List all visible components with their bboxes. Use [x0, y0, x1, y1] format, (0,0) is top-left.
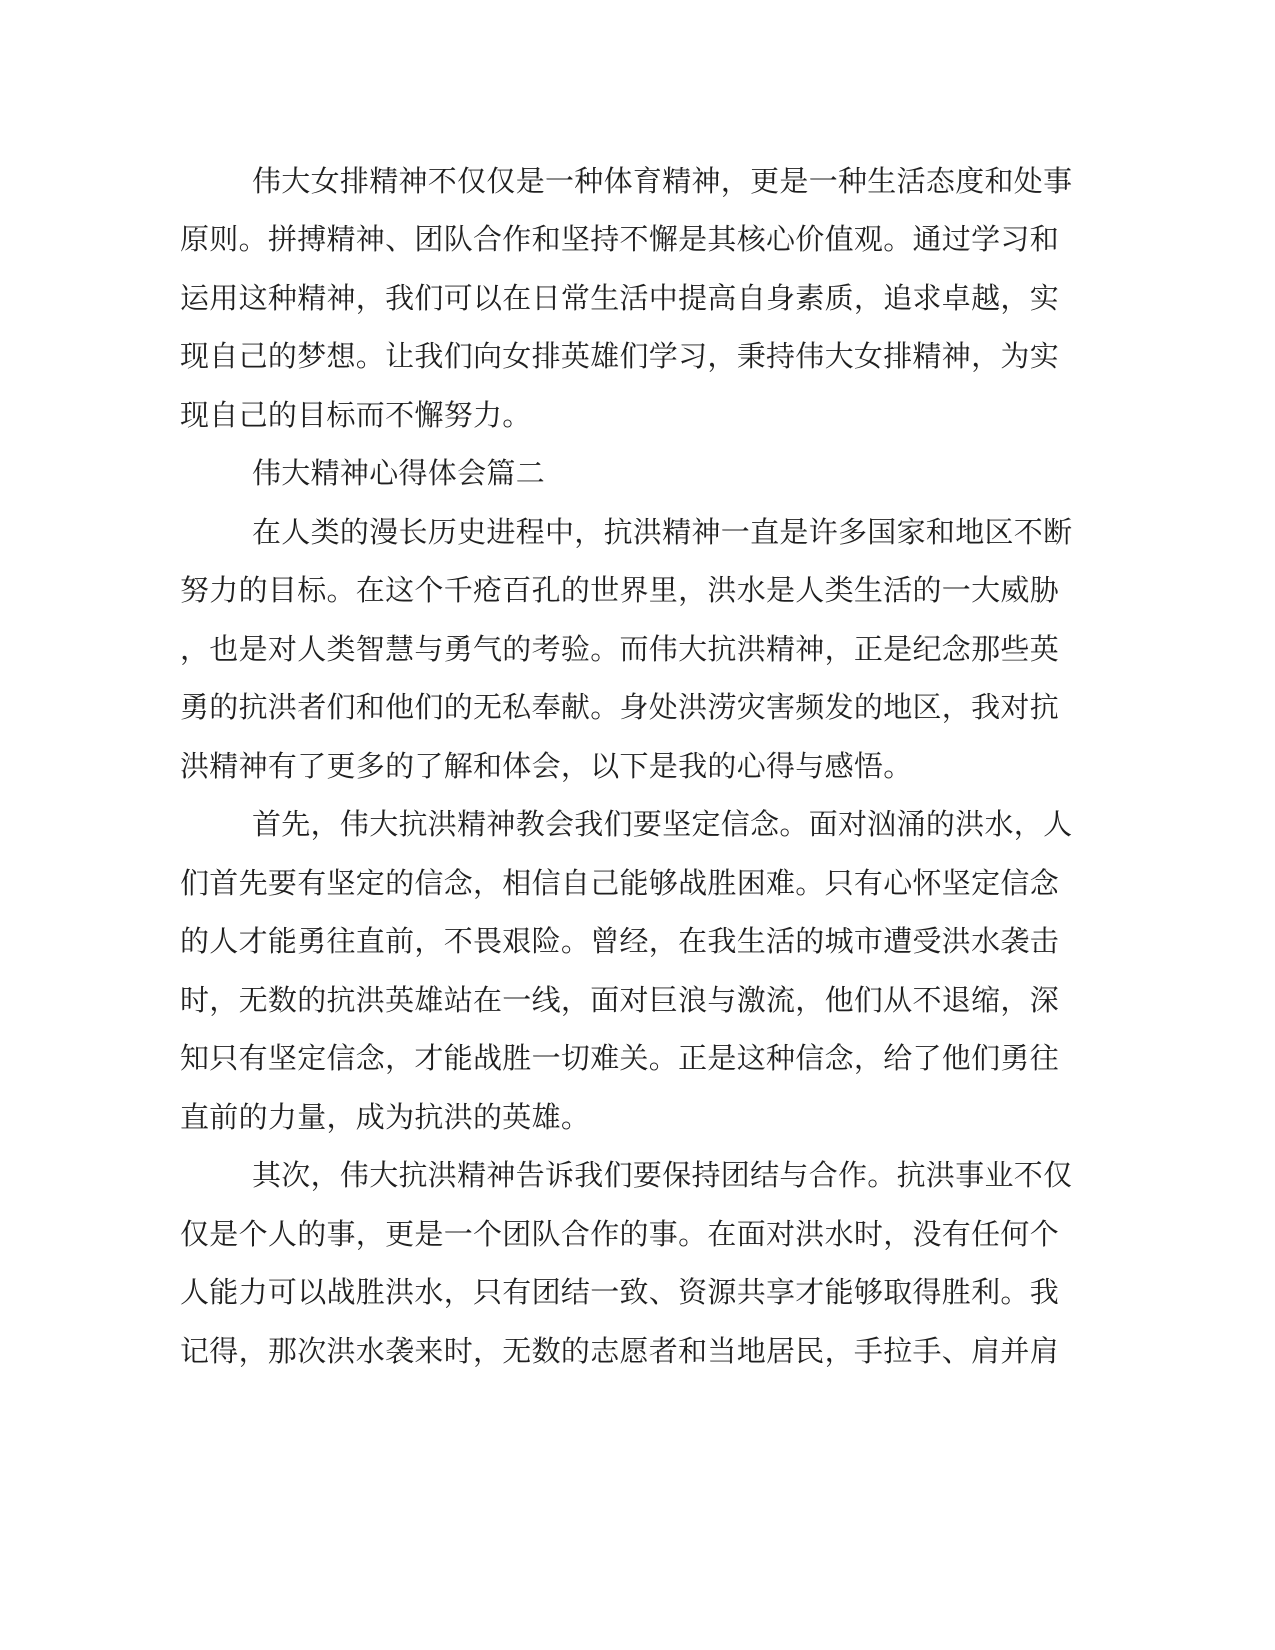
text-line: 现自己的目标而不懈努力。 [180, 398, 532, 432]
text-line: 首先，伟大抗洪精神教会我们要坚定信念。面对汹涌的洪水，人 [252, 807, 1073, 841]
section-heading: 伟大精神心得体会篇二 [252, 456, 546, 490]
text-line: 现自己的梦想。让我们向女排英雄们学习，秉持伟大女排精神，为实 [180, 339, 1060, 373]
text-line: 们首先要有坚定的信念，相信自己能够战胜困难。只有心怀坚定信念 [180, 866, 1060, 900]
text-line: 洪精神有了更多的了解和体会，以下是我的心得与感悟。 [180, 749, 913, 783]
text-line: ，也是对人类智慧与勇气的考验。而伟大抗洪精神，正是纪念那些英 [180, 632, 1060, 666]
text-line: 直前的力量，成为抗洪的英雄。 [180, 1100, 591, 1134]
text-line: 在人类的漫长历史进程中，抗洪精神一直是许多国家和地区不断 [252, 515, 1073, 549]
text-line: 勇的抗洪者们和他们的无私奉献。身处洪涝灾害频发的地区，我对抗 [180, 690, 1060, 724]
text-line: 努力的目标。在这个千疮百孔的世界里，洪水是人类生活的一大威胁 [180, 573, 1060, 607]
text-line: 运用这种精神，我们可以在日常生活中提高自身素质，追求卓越，实 [180, 281, 1060, 315]
text-line: 其次，伟大抗洪精神告诉我们要保持团结与合作。抗洪事业不仅 [252, 1158, 1073, 1192]
text-line: 时，无数的抗洪英雄站在一线，面对巨浪与激流，他们从不退缩，深 [180, 983, 1060, 1017]
text-line: 记得，那次洪水袭来时，无数的志愿者和当地居民，手拉手、肩并肩 [180, 1334, 1060, 1368]
text-line: 的人才能勇往直前，不畏艰险。曾经，在我生活的城市遭受洪水袭击 [180, 924, 1060, 958]
text-line: 伟大女排精神不仅仅是一种体育精神，更是一种生活态度和处事 [252, 164, 1073, 198]
text-line: 知只有坚定信念，才能战胜一切难关。正是这种信念，给了他们勇往 [180, 1041, 1060, 1075]
text-line: 仅是个人的事，更是一个团队合作的事。在面对洪水时，没有任何个 [180, 1217, 1060, 1251]
text-line: 原则。拼搏精神、团队合作和坚持不懈是其核心价值观。通过学习和 [180, 222, 1060, 256]
text-line: 人能力可以战胜洪水，只有团结一致、资源共享才能够取得胜利。我 [180, 1275, 1060, 1309]
